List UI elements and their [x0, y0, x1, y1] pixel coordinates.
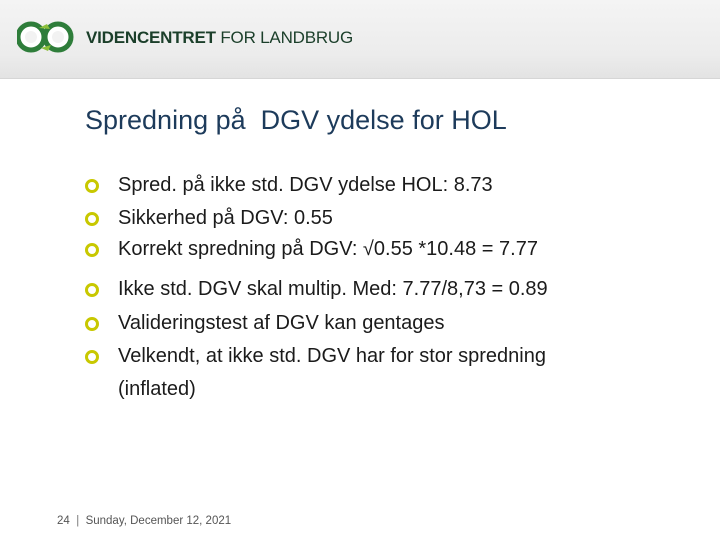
brand-name-bold: VIDENCENTRET — [86, 28, 216, 47]
header-band — [0, 0, 720, 79]
brand-wordmark — [86, 28, 353, 48]
ring-bullet-icon — [84, 282, 100, 298]
vidcentret-logo-icon — [17, 17, 75, 57]
ring-bullet-icon — [84, 178, 100, 194]
ring-bullet-icon — [84, 349, 100, 365]
bullet-text: Korrekt spredning på DGV: √0.55 *10.48 = 7.77 — [118, 238, 538, 260]
footer-date: Sunday, December 12, 2021 — [85, 515, 232, 527]
bullet-text: Ikke std. DGV skal multip. Med: 7.77/8,73 = 0.89 — [118, 278, 548, 300]
ring-bullet-icon — [84, 316, 100, 332]
brand-name-light: FOR LANDBRUG — [215, 28, 354, 47]
slide-title: Spredning på DGV ydelse for HOL — [85, 105, 507, 135]
ring-bullet-icon — [84, 242, 100, 258]
footer-separator: | — [76, 515, 80, 527]
page-number: 24 — [57, 515, 70, 527]
bullet-text-line: Velkendt, at ikke std. DGV har for stor spredning — [118, 345, 546, 367]
bullet-text: Sikkerhed på DGV: 0.55 — [118, 207, 333, 229]
bullet-text-continuation: (inflated) — [118, 378, 196, 400]
bullet-text — [118, 340, 546, 406]
ring-bullet-icon — [84, 211, 100, 227]
bullet-text: Spred. på ikke std. DGV ydelse HOL: 8.73 — [118, 174, 493, 196]
bullet-text: Valideringstest af DGV kan gentages — [118, 312, 445, 334]
slide-footer — [57, 515, 231, 527]
